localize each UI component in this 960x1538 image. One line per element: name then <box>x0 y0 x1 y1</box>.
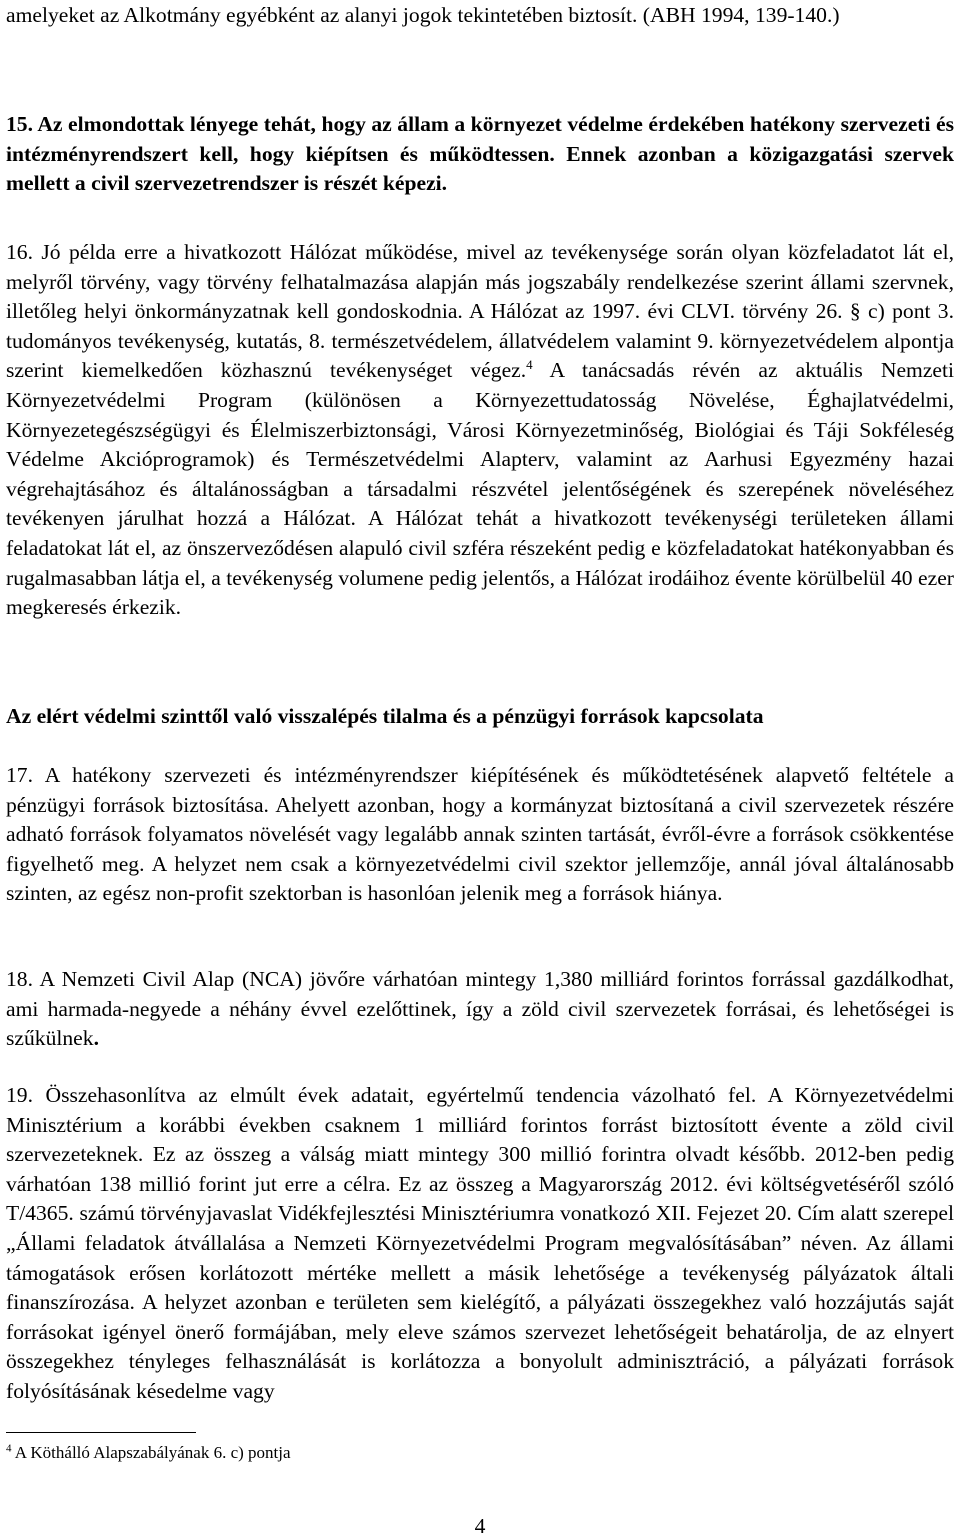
paragraph-continuation: amelyeket az Alkotmány egyébként az alanyi jogok tekintetében biztosít. (ABH 1994, 139-140.) <box>6 3 840 27</box>
section-heading: Az elért védelmi szinttől való visszalépés tilalma és a pénzügyi források kapcsolata <box>6 704 764 728</box>
paragraph-16-text-b: A tanácsadás révén az aktuális Nemzeti Környezetvédelmi Program (különösen a Környezettudatosság Növelése, Éghajlatvédelmi, Környezetegészségügyi és Élelmiszerbiztonsági, Városi Környezetminőség, Biológiai és Táji Sokféleség Védelme Akcióprogramok) és Természetvédelmi Alapterv, valamint az Aarhusi Egyezmény hazai végrehajtásához és általánosságban a társadalmi részvétel jelentőségének és szerepének növeléséhez tevékenyen járulhat hozzá a Hálózat. A Hálózat tehát a hivatkozott tevékenységi területeken állami feladatokat lát el, az önszerveződésen alapuló civil szféra részeként pedig e közfeladatokat hatékonyabban és rugalmasabban látja el, a tevékenység volumene pedig jelentős, a Hálózat irodáihoz évente körülbelül 40 ezer megkeresés érkezik. <box>6 358 954 620</box>
paragraph-18-period: . <box>93 1026 99 1051</box>
footnote-text: A Köthálló Alapszabályának 6. c) pontja <box>11 1443 291 1462</box>
page-number: 4 <box>474 1514 486 1538</box>
paragraph-16 <box>6 238 954 623</box>
footnote <box>6 1442 291 1464</box>
paragraph-16-text-a: 16. Jó példa erre a hivatkozott Hálózat működése, mivel az tevékenysége során olyan közfeladatot lát el, melyről törvény, vagy törvény felhatalmazása alapján más jogszabály rendelkezése szerint állami szervnek, illetőleg helyi önkormányzatnak kell gondoskodnia. A Hálózat az 1997. évi CLVI. törvény 26. § c) pont 3. tudományos tevékenység, kutatás, 8. természetvédelem, állatvédelem valamint 9. környezetvédelem alpontja szerint kiemelkedően közhasznú tevékenységet végez. <box>6 240 954 383</box>
paragraph-18-text: 18. A Nemzeti Civil Alap (NCA) jövőre várhatóan mintegy 1,380 milliárd forintos forrással gazdálkodhat, ami harmada-negyede a néhány évvel ezelőttinek, így a zöld civil szervezetek forrásai, és lehetőségei is szűkülnek <box>6 967 954 1051</box>
paragraph-18 <box>6 965 954 1054</box>
footnote-marker: 4 <box>6 1442 12 1455</box>
footnote-divider <box>6 1432 196 1433</box>
paragraph-19: 19. Összehasonlítva az elmúlt évek adatait, egyértelmű tendencia vázolható fel. A Környezetvédelmi Minisztérium a korábbi években csaknem 1 milliárd forintos forrást biztosított évente a zöld civil szervezeteknek. Ez az összeg a válság miatt mintegy 300 millió forintra olvadt később. 2012-ben pedig várhatóan 138 millió forint jut erre a célra. Ez az összeg a Magyarország 2012. évi költségvetéséről szóló T/4365. számú törvényjavaslat Vidékfejlesztési Minisztériumra vonatkozó XII. Fejezet 20. Cím alatt szerepel „Állami feladatok átvállalása a Nemzeti Környezetvédelmi Program megvalósításában” néven. Az állami támogatások erősen korlátozott mértéke mellett a másik lehetősége a tevékenység pályázatok általi finanszírozása. A helyzet azonban e területen sem kielégítő, a pályázati összegekhez való hozzájutás saját forrásokat igényel önerő formájában, mely eleve számos szervezet lehetőségeit behatárolja, de az elnyert összegekhez tényleges felhasználását is korlátozza a bonyolult adminisztráció, a pályázati források folyósításának késedelme vagy <box>6 1083 954 1403</box>
paragraph-15: 15. Az elmondottak lényege tehát, hogy az állam a környezet védelme érdekében hatékony szervezeti és intézményrendszert kell, hogy kiépítsen és működtessen. Ennek azonban a közigazgatási szervek mellett a civil szervezetrendszer is részét képezi. <box>6 112 954 196</box>
footnote-reference[interactable]: 4 <box>526 357 533 373</box>
paragraph-17: 17. A hatékony szervezeti és intézményrendszer kiépítésének és működtetésének alapvető feltétele a pénzügyi források biztosítása. Ahelyett azonban, hogy a kormányzat biztosítaná a civil szervezetek részére adható források folyamatos növelését vagy legalább annak szinten tartását, évről-évre a források csökkentése figyelhető meg. A helyzet nem csak a környezetvédelmi civil szektor jellemzője, annál jóval általánosabb szinten, az egész non-profit szektorban is hasonlóan jelenik meg a források hiánya. <box>6 763 954 906</box>
